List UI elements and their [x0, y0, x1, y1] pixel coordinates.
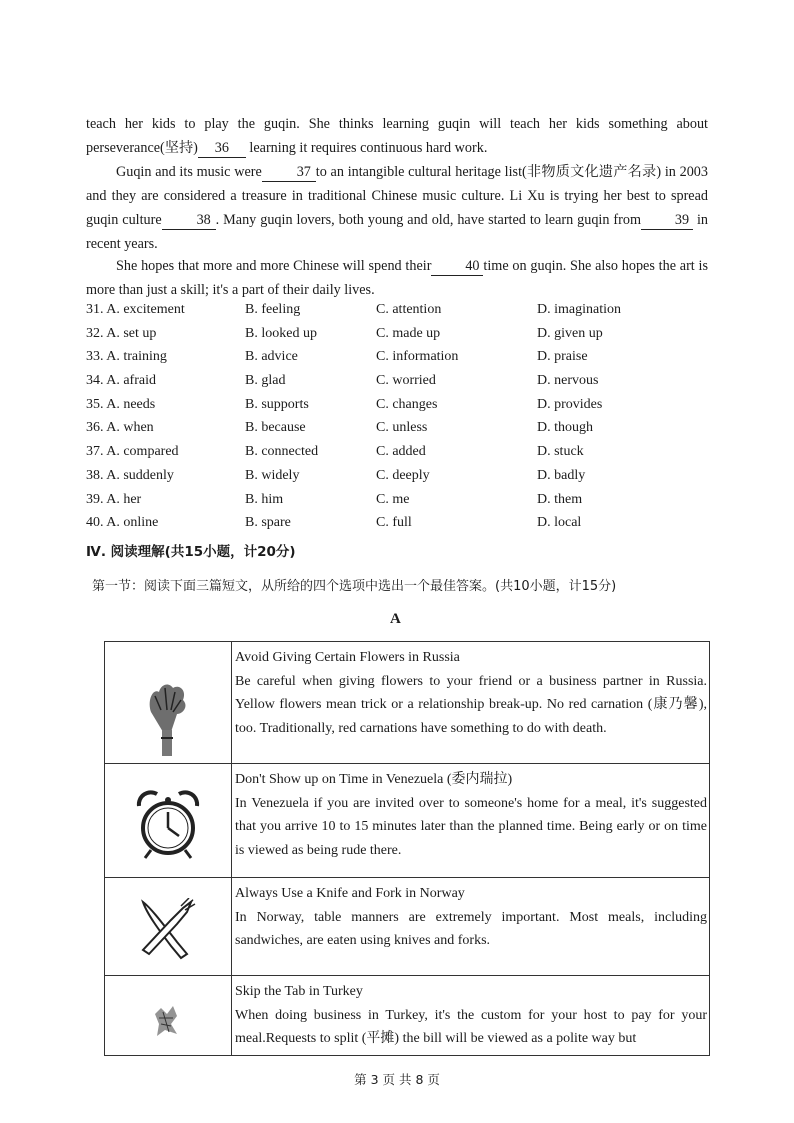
option-c: C. changes [376, 396, 438, 412]
option-row [86, 442, 726, 466]
passage-text: She hopes that more and more Chinese will spend their [116, 258, 432, 274]
passage-paragraph-2 [86, 160, 708, 256]
tip-body: When doing business in Turkey, it's the custom for your host to pay for your meal.Requests to split (平摊) the bill will be viewed as a polite way but [235, 1007, 707, 1047]
icon-cell [105, 976, 232, 1056]
option-a: 39. A. her [86, 491, 142, 507]
table-row [105, 642, 710, 764]
answer-options [86, 300, 726, 537]
tip-body: In Norway, table manners are extremely important. Most meals, including sandwiches, are eaten using knives and forks. [235, 909, 707, 949]
table-row [105, 976, 710, 1056]
option-a: 35. A. needs [86, 396, 156, 412]
option-d: D. them [537, 491, 583, 507]
tip-text-cell [232, 764, 710, 878]
option-b: B. supports [245, 396, 309, 412]
tip-text-cell [232, 642, 710, 764]
passage-letter: A [390, 611, 401, 627]
option-row [86, 347, 726, 371]
option-row [86, 418, 726, 442]
table-row [105, 878, 710, 976]
icon-cell [105, 642, 232, 764]
icon-cell [105, 878, 232, 976]
blank-36: 36 [198, 139, 246, 158]
option-c: C. added [376, 444, 426, 460]
passage-text: in recent years. [86, 212, 708, 252]
page-footer: 第 3 页 共 8 页 [354, 1072, 440, 1087]
option-b: B. feeling [245, 302, 301, 317]
option-c: C. deeply [376, 467, 430, 483]
flower-bouquet-icon [145, 682, 189, 760]
option-row [86, 466, 726, 490]
option-row [86, 490, 726, 514]
knife-fork-icon [137, 898, 197, 960]
option-row [86, 513, 726, 537]
option-b: B. spare [245, 515, 291, 531]
passage-text: to an intangible cultural heritage list(非物质文化遗产名录) in 2003 and they are considered a treasure in traditional Chinese music culture. Li Xu is trying her best to spread guqin culture [86, 164, 708, 228]
option-c: C. full [376, 515, 412, 531]
table-row [105, 764, 710, 878]
option-a: 36. A. when [86, 420, 154, 436]
passage-paragraph-1 [86, 112, 708, 160]
alarm-clock-icon [133, 788, 203, 862]
tip-text-cell [232, 878, 710, 976]
option-d: D. provides [537, 396, 603, 412]
passage-paragraph-3 [86, 254, 708, 302]
blank-38: 38 [162, 211, 216, 230]
option-c: C. attention [376, 302, 442, 317]
option-row [86, 300, 726, 324]
option-a: 37. A. compared [86, 444, 179, 460]
tip-body: In Venezuela if you are invited over to someone's home for a meal, it's suggested that you arrive 10 to 15 minutes later than the planned time. Being early or on time is viewed as being rude there. [235, 795, 707, 858]
option-a: 34. A. afraid [86, 373, 156, 389]
option-a: 40. A. online [86, 515, 159, 531]
option-d: D. praise [537, 349, 588, 365]
passage-text: . Many guqin lovers, both young and old, have started to learn guqin from [215, 212, 641, 228]
option-d: D. badly [537, 467, 586, 483]
passage-text: Guqin and its music were [116, 164, 262, 180]
option-d: D. local [537, 515, 582, 531]
option-row [86, 371, 726, 395]
option-c: C. made up [376, 325, 441, 341]
passage-text: learning it requires continuous hard work. [245, 140, 488, 156]
option-c: C. worried [376, 373, 436, 389]
tip-body: Be careful when giving flowers to your friend or a business partner in Russia. Yellow flowers mean trick or a relationship break-up. No red carnation (康乃馨), too. Traditionally, red carnations have something to do with death. [235, 673, 707, 736]
option-d: D. stuck [537, 444, 584, 460]
blank-40: 40 [431, 257, 483, 276]
option-b: B. widely [245, 467, 300, 483]
option-c: C. unless [376, 420, 428, 436]
tip-title: Avoid Giving Certain Flowers in Russia [235, 650, 460, 665]
option-b: B. connected [245, 444, 319, 460]
option-a: 33. A. training [86, 349, 167, 365]
option-d: D. though [537, 420, 593, 436]
option-b: B. him [245, 491, 284, 507]
tips-table [104, 641, 710, 1056]
tip-title: Always Use a Knife and Fork in Norway [235, 886, 465, 901]
passage-text: time on guqin. She also hopes the art is more than just a skill; it's a part of their daily lives. [86, 258, 708, 298]
option-c: C. me [376, 491, 410, 507]
tip-text-cell [232, 976, 710, 1056]
tip-title: Skip the Tab in Turkey [235, 984, 363, 999]
tip-title: Don't Show up on Time in Venezuela (委内瑞拉) [235, 772, 513, 787]
option-c: C. information [376, 349, 459, 365]
icon-cell [105, 764, 232, 878]
option-d: D. imagination [537, 302, 621, 317]
tab-image-icon [151, 1004, 181, 1038]
section-instruction: 第一节：阅读下面三篇短文，从所给的四个选项中选出一个最佳答案。(共10小题，计15分) [92, 579, 617, 594]
option-row [86, 324, 726, 348]
blank-39: 39 [641, 211, 693, 230]
passage-text: teach her kids to play the guqin. She thinks learning guqin will teach her kids something about perseverance(坚持) [86, 116, 708, 156]
option-b: B. looked up [245, 325, 317, 341]
blank-37: 37 [262, 163, 316, 182]
option-a: 31. A. excitement [86, 302, 185, 317]
option-b: B. advice [245, 349, 298, 365]
option-d: D. given up [537, 325, 603, 341]
option-b: B. because [245, 420, 306, 436]
section-title: Ⅳ. 阅读理解(共15小题，计20分) [86, 544, 296, 560]
option-a: 32. A. set up [86, 325, 157, 341]
option-d: D. nervous [537, 373, 599, 389]
option-a: 38. A. suddenly [86, 467, 174, 483]
option-b: B. glad [245, 373, 286, 389]
option-row [86, 395, 726, 419]
